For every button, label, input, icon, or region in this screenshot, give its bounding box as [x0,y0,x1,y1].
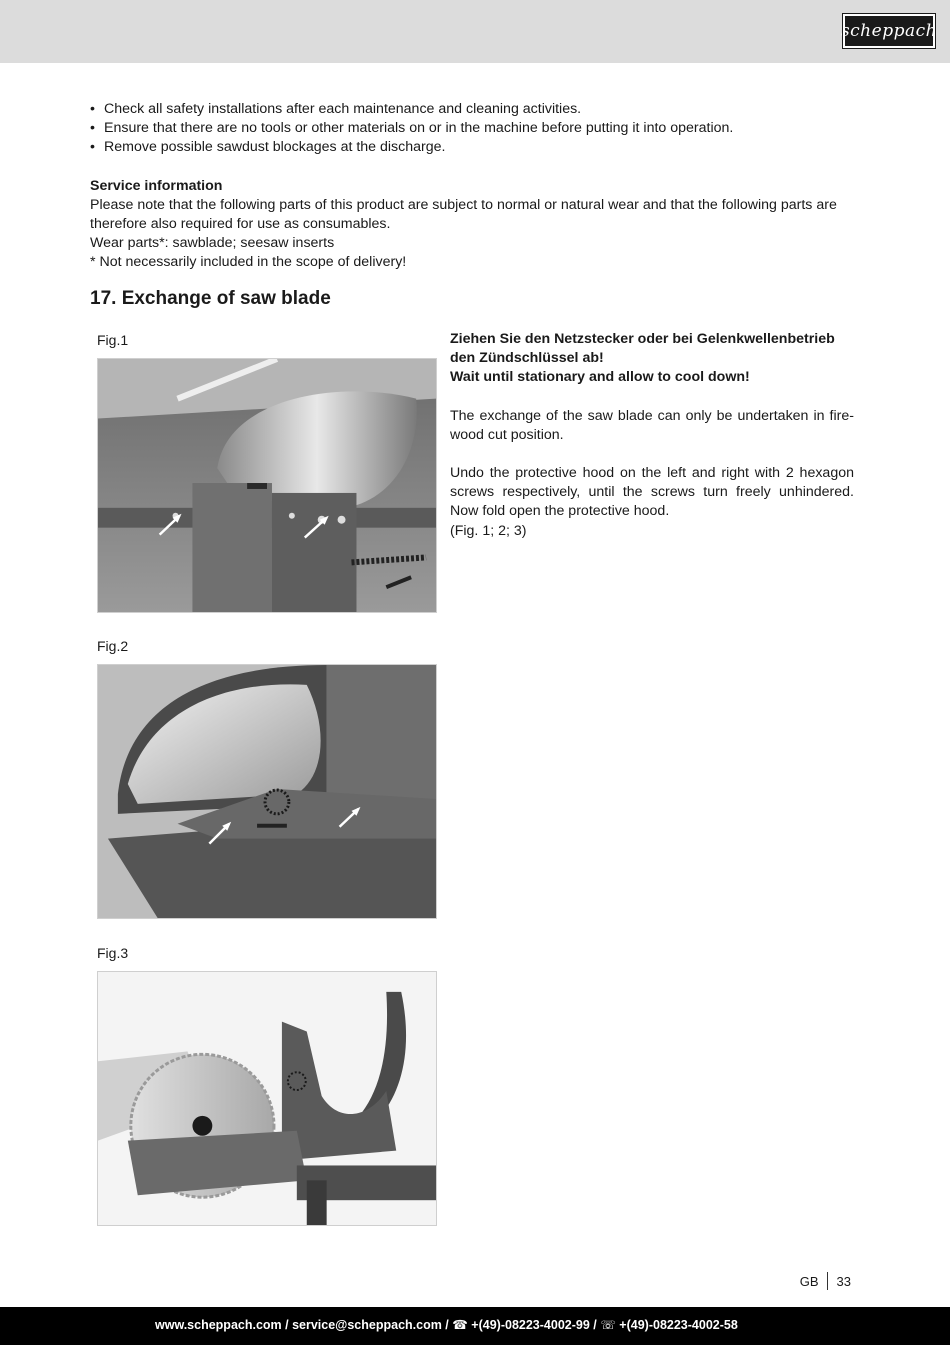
logo-text: scheppach [840,21,938,41]
figure-reference: (Fig. 1; 2; 3) [450,522,527,539]
warning-english: Wait until stationary and allow to cool down! [450,369,750,386]
instructions [450,330,854,541]
fig1-photo [97,358,437,613]
section-title: 17. Exchange of saw blade [90,288,331,309]
service-information [90,177,862,273]
wear-parts: Wear parts*: sawblade; seesaw inserts [90,235,335,252]
fig2-photo [97,664,437,919]
bullet-item: • Remove possible sawdust blockages at the discharge. [90,138,862,157]
instruction-para1: The exchange of the saw blade can only be undertaken in fire-wood cut position. [450,407,854,443]
footer-bar [0,1307,950,1345]
page-separator [827,1272,828,1290]
fig3-photo [97,971,437,1226]
fig1-label: Fig.1 [97,332,129,348]
service-text: Please note that the following parts of this product are subject to normal or natural wear and that the following parts are therefore also required for use as consumables. [90,196,837,233]
maintenance-bullet-list [90,100,862,158]
scheppach-logo [840,14,938,48]
intro-content [90,100,862,273]
service-title: Service information [90,177,223,194]
fig2-label: Fig.2 [97,638,129,654]
header-bar [0,0,950,63]
page-num: 33 [836,1273,851,1289]
bullet-item: • Ensure that there are no tools or other materials on or in the machine before putting it into operation. [90,119,862,138]
delivery-note: * Not necessarily included in the scope of delivery! [90,254,407,271]
bullet-item: • Check all safety installations after each maintenance and cleaning activities. [90,100,862,119]
footer-contact: www.scheppach.com / service@scheppach.com / ☎ +(49)-08223-4002-99 / ☏ +(49)-08223-4002-58 [155,1318,738,1332]
page-number [800,1272,851,1290]
page-lang: GB [799,1273,819,1289]
warning-german: Ziehen Sie den Netzstecker oder bei Gelenkwellenbetrieb den Zündschlüssel ab! [450,331,835,367]
instruction-para2: Undo the protective hood on the left and right with 2 hexagon screws respectively, until the screws turn freely unhindered. Now fold open the protective hood. [450,465,854,520]
fig3-label: Fig.3 [97,945,129,961]
